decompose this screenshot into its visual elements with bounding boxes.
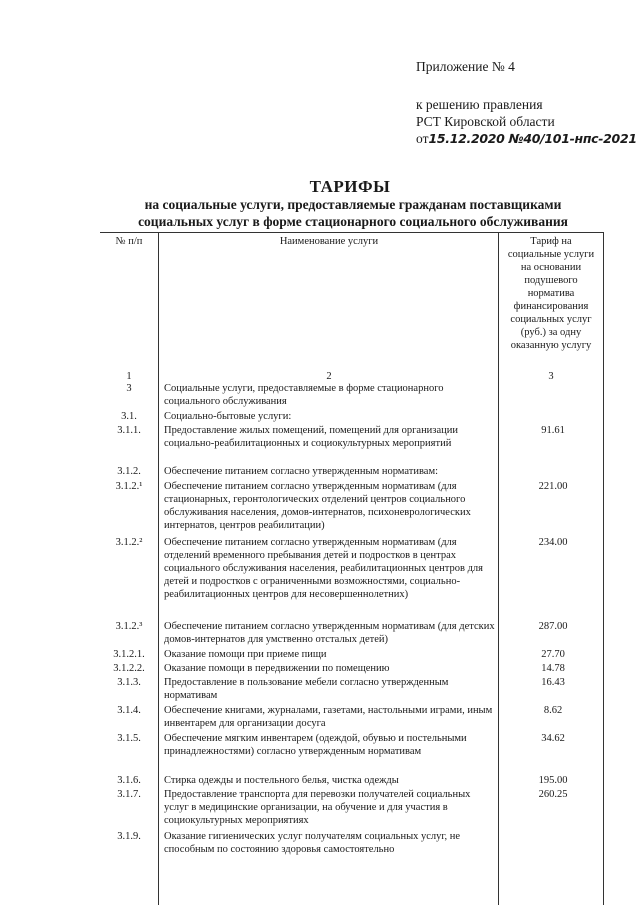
row-number: 3.1.4. xyxy=(117,705,141,716)
service-name: Обеспечение мягким инвентарем (одеждой, обувью и постельными принадлежностями) согласно утвержденным нормативам xyxy=(164,733,467,757)
tariff-value: 8.62 xyxy=(543,705,563,716)
column-header-tariff: Тариф на социальные услуги на основании подушевого норматива финансирования социальных услуг (руб.) за одну оказанную услугу xyxy=(507,236,595,351)
tariff-value: 14.78 xyxy=(541,663,565,674)
row-number: 3.1.3. xyxy=(117,677,141,688)
decision-line: к решению правления xyxy=(416,97,543,112)
service-name: Обеспечение питанием согласно утвержденным нормативам (для стационарных, геронтологических отделений центров социального обслуживания населения, домов-интернатов, психоневрологических интернатов, центров реабилитации) xyxy=(164,481,471,531)
column-header-number: № п/п xyxy=(115,236,143,247)
service-name: Оказание помощи в передвижении по помещению xyxy=(164,663,390,674)
column-number-1: 1 xyxy=(126,371,132,382)
appendix-label: Приложение № 4 xyxy=(416,59,515,74)
tariff-value: 34.62 xyxy=(541,733,565,744)
tariff-value: 16.43 xyxy=(541,677,565,688)
date-number-line xyxy=(416,130,637,147)
service-name: Предоставление транспорта для перевозки получателей социальных услуг в медицинские организации, на обучение и для участия в социокультурных мероприятиях xyxy=(164,789,471,826)
table-border-middle xyxy=(498,232,499,905)
document-subtitle-line1: на социальные услуги, предоставляемые гражданам поставщиками xyxy=(144,197,562,212)
row-number: 3.1.5. xyxy=(117,733,141,744)
service-name: Предоставление жилых помещений, помещений для организации социально-реабилитационных и социокультурных мероприятий xyxy=(164,425,458,449)
table-top-border xyxy=(100,232,604,233)
table-border-right xyxy=(603,232,604,905)
tariff-value: 287.00 xyxy=(538,621,568,632)
column-number-3: 3 xyxy=(548,371,554,382)
row-number: 3.1.9. xyxy=(117,831,141,842)
column-number-2: 2 xyxy=(326,371,332,382)
row-number: 3.1.2. xyxy=(117,466,141,477)
organization-line: РСТ Кировской области xyxy=(416,114,555,129)
service-name: Социально-бытовые услуги: xyxy=(164,411,292,422)
row-number: 3.1.1. xyxy=(117,425,141,436)
service-name: Предоставление в пользование мебели согласно утвержденным нормативам xyxy=(164,677,449,701)
row-number: 3 xyxy=(126,383,132,394)
handwritten-date-number: 15.12.2020 №40/101-нпс-2021 xyxy=(428,131,637,146)
table-border-left xyxy=(158,232,159,905)
date-prefix: от xyxy=(416,131,429,146)
row-number: 3.1. xyxy=(121,411,137,422)
service-name: Оказание гигиенических услуг получателям социальных услуг, не способным по состоянию здоровья самостоятельно xyxy=(164,831,461,855)
tariff-value: 260.25 xyxy=(538,789,568,800)
service-name: Социальные услуги, предоставляемые в форме стационарного социального обслуживания xyxy=(164,383,444,407)
row-number: 3.1.2.¹ xyxy=(115,481,143,492)
service-name: Обеспечение книгами, журналами, газетами, настольными играми, иным инвентарем для организации досуга xyxy=(164,705,493,729)
service-name: Обеспечение питанием согласно утвержденным нормативам (для отделений временного пребывания детей и подростков в центрах социального обслуживания населения, реабилитационных центров для детей и подростков с ограниченными возможностями, социально-реабилитационных центров для несовершеннолетних) xyxy=(164,537,483,600)
service-name: Стирка одежды и постельного белья, чистка одежды xyxy=(164,775,399,786)
tariff-value: 221.00 xyxy=(538,481,568,492)
service-name: Обеспечение питанием согласно утвержденным нормативам: xyxy=(164,466,439,477)
row-number: 3.1.2.1. xyxy=(113,649,145,660)
row-number: 3.1.6. xyxy=(117,775,141,786)
row-number: 3.1.2.² xyxy=(115,537,143,548)
service-name: Обеспечение питанием согласно утвержденным нормативам (для детских домов-интернатов для умственно отсталых детей) xyxy=(164,621,495,645)
column-header-service-name: Наименование услуги xyxy=(279,236,379,247)
row-number: 3.1.7. xyxy=(117,789,141,800)
tariff-value: 234.00 xyxy=(538,537,568,548)
tariff-value: 195.00 xyxy=(538,775,568,786)
tariff-value: 91.61 xyxy=(541,425,565,436)
document-subtitle-line2: социальных услуг в форме стационарного социального обслуживания xyxy=(138,214,568,229)
tariff-value: 27.70 xyxy=(541,649,565,660)
row-number: 3.1.2.³ xyxy=(115,621,143,632)
service-name: Оказание помощи при приеме пищи xyxy=(164,649,327,660)
row-number: 3.1.2.2. xyxy=(113,663,145,674)
document-title: ТАРИФЫ xyxy=(309,177,391,196)
